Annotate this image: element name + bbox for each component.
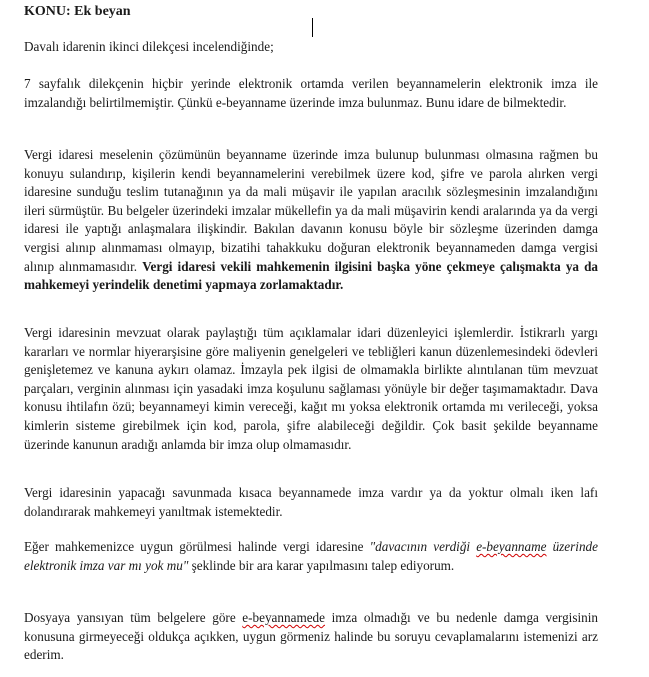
paragraph-conclusion: [24, 609, 598, 665]
conclusion-text-after: imza olmadığı ve bu nedenle damga vergisinin konusuna girmeyeceği oldukça açıkken, uygun görmeniz halinde bu soruyu cevaplamalarını istemenizi arz ederim.: [24, 610, 598, 663]
paragraph-no-signature: 7 sayfalık dilekçenin hiçbir yerinde elektronik ortamda verilen beyannamelerin elektronik imza ile imzalandığı belirtilmemiştir. Çünkü e-beyanname üzerinde imza bulunmaz. Bunu idare de bilmektedir.: [24, 76, 598, 110]
spellcheck-flagged-word[interactable]: e-beyanname: [476, 539, 547, 554]
quote-start: "davacının verdiği: [369, 539, 477, 554]
conclusion-text-before: Dosyaya yansıyan tüm belgelere göre: [24, 610, 243, 625]
document-heading: KONU: Ek beyan: [24, 4, 131, 19]
paragraph-legislation: Vergi idaresinin mevzuat olarak paylaştığı tüm açıklamalar idari düzenleyici işlemlerdir. İstikrarlı yargı kararları ve normlar hiyerarşisine göre maliyenin genelgeleri ve tebliğleri kanun düzenlemesindeki ödevleri genişletemez ve kanuna aykırı olamaz. İmzayla pek ilgisi de olmamakla birlikte alıntılanan tüm mevzuat parçaları, verginin alınması için yasadaki imza koşulunu sağlaması yönüyle bir değer taşımamaktadır. Dava konusu ihtilafın özü; beyannameyi kimin vereceği, kağıt mı yoksa elektronik ortamda mı verileceği, yoksa kimlerin sisteme girebilmek için kod, parola, şifre alabileceği değildir. Çok basit şekilde beyanname üzerinde kanunun aradığı anlamda bir imza olup olmamasıdır.: [24, 325, 598, 452]
request-text-after: şeklinde bir ara karar yapılmasını talep ediyorum.: [188, 557, 455, 573]
paragraph-defense: Vergi idaresinin yapacağı savunmada kısaca beyannamede imza vardır ya da yoktur olmalı iken lafı dolandırarak mahkemeyi yanıltmak istemektedir.: [24, 485, 598, 519]
paragraph-tax-office-argument: [24, 146, 598, 295]
paragraph-interim-request: [24, 538, 598, 575]
text-cursor: [312, 18, 313, 37]
paragraph-intro: Davalı idarenin ikinci dilekçesi incelendiğinde;: [24, 39, 274, 54]
spellcheck-flagged-word[interactable]: e-beyannamede: [242, 610, 326, 625]
request-text-before: Eğer mahkemenizce uygun görülmesi halinde vergi idaresine: [24, 539, 370, 554]
quote-end: üzerinde elektronik imza var mı yok mu": [24, 539, 598, 573]
paragraph-tax-office-emphasis: Vergi idaresi vekili mahkemenin ilgisini başka yöne çekmeye çalışmakta ya da mahkemeyi yerindelik denetimi yapmaya zorlamaktadır.: [24, 258, 599, 293]
paragraph-tax-office-text: Vergi idaresi meselenin çözümünün beyanname üzerinde imza bulunup bulunması olmasına rağmen bu konuyu sulandırıp, kişilerin kendi beyannamelerini verebilmek üzere kod, şifre ve parola alırken vergi idaresine sunduğu teslim tutanağının ya da mali müşavir ile yapılan aracılık sözleşmesinin imzalandığını ileri sürmüştür. Bu belgeler üzerindeki imzalar mükellefin ya da mali müşavirin kendi aralarında ya da vergi idaresi ile yaptığı anlaşmalara ilişkindir. Bakılan davanın konusu böyle bir sözleşme üzerinden damga vergisi alınıp alınmaması olmayıp, bizatihi tahakkuku doğuran elektronik beyannameden damga vergisi alınıp alınmamasıdır.: [24, 147, 598, 274]
